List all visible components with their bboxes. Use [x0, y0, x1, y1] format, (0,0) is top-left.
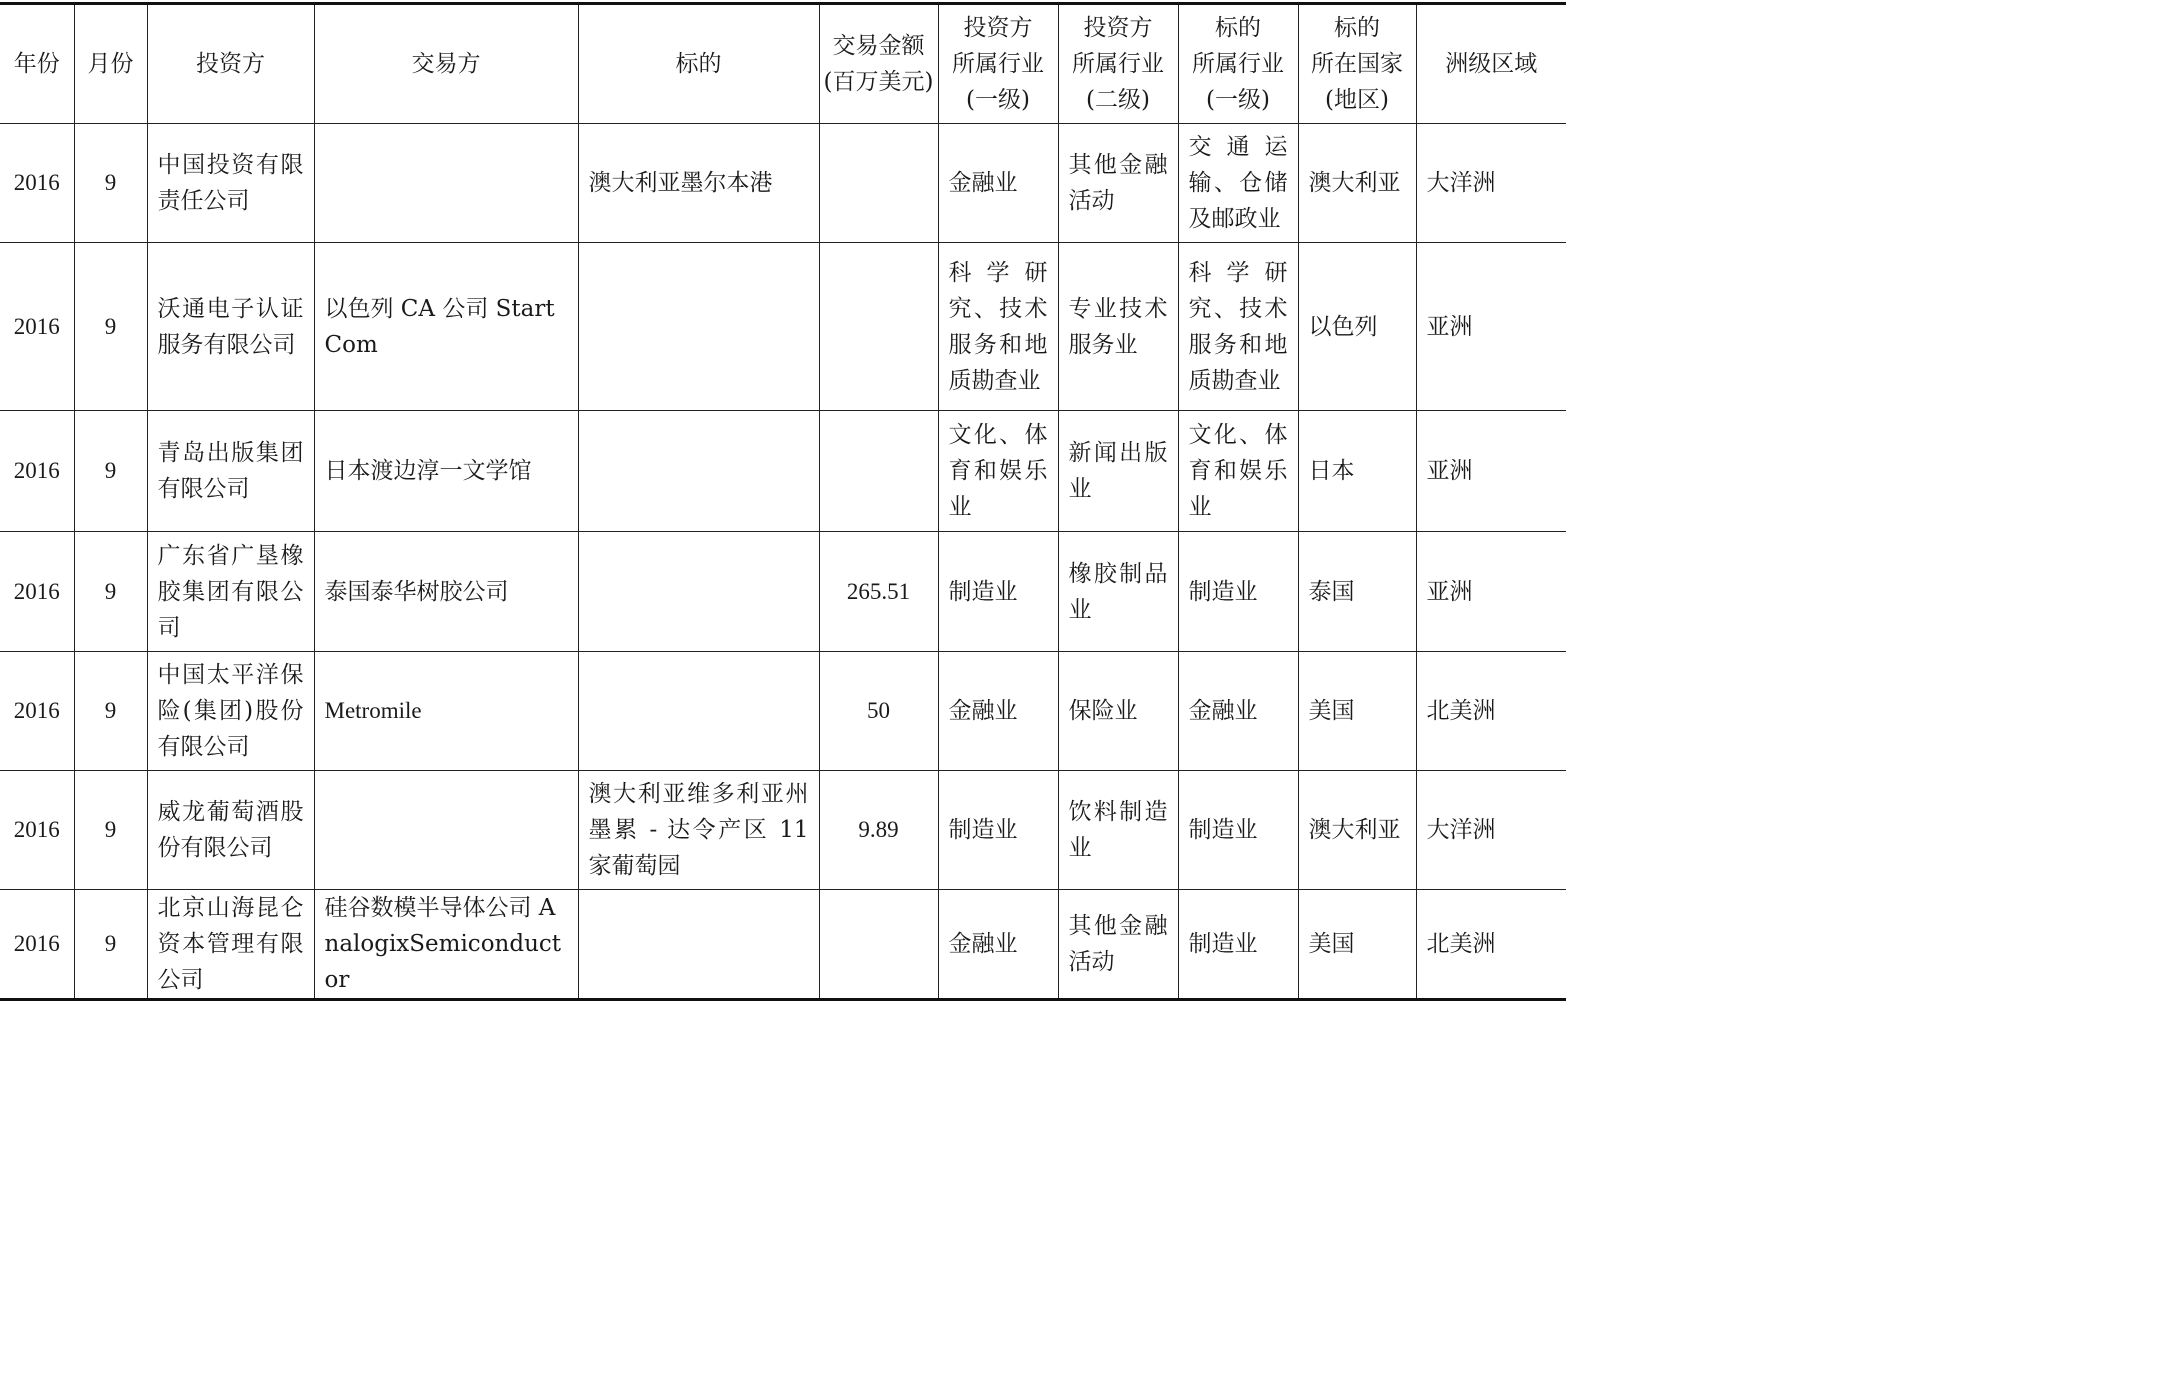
cell-month: 9 [74, 124, 147, 243]
header-target-industry-l1 [1178, 4, 1298, 124]
header-line: (一级) [966, 87, 1030, 113]
cell-amount: 9.89 [819, 771, 938, 890]
cell-investor: 北京山海昆仑资本管理有限公司 [147, 890, 314, 1000]
header-line: (二级) [1086, 87, 1150, 113]
cell-investor-industry-l1: 制造业 [938, 532, 1058, 652]
cell-target-industry-l1: 文化、体育和娱乐业 [1178, 411, 1298, 532]
cell-month: 9 [74, 771, 147, 890]
cell-target-country: 美国 [1298, 652, 1416, 771]
cell-investor-industry-l1: 科学研究、技术服务和地质勘查业 [938, 243, 1058, 411]
cell-region: 亚洲 [1416, 411, 1566, 532]
cell-investor: 青岛出版集团有限公司 [147, 411, 314, 532]
cell-year: 2016 [0, 532, 74, 652]
cell-investor-industry-l1: 金融业 [938, 652, 1058, 771]
header-line: 所属行业 [1072, 51, 1164, 77]
cell-target-industry-l1: 金融业 [1178, 652, 1298, 771]
cell-target [578, 532, 819, 652]
header-amount-line: 交易金额 [832, 33, 925, 59]
cell-region: 亚洲 [1416, 532, 1566, 652]
cell-target-country: 澳大利亚 [1298, 771, 1416, 890]
cell-investor-industry-l2: 专业技术服务业 [1058, 243, 1178, 411]
cell-year: 2016 [0, 652, 74, 771]
cell-investor-industry-l1: 金融业 [938, 890, 1058, 1000]
cell-investor-industry-l1: 制造业 [938, 771, 1058, 890]
header-amount-line: (百万美元) [823, 69, 934, 95]
cell-investor-industry-l2: 其他金融活动 [1058, 124, 1178, 243]
cell-target-country: 美国 [1298, 890, 1416, 1000]
header-line: 投资方 [963, 15, 1033, 41]
table-row [0, 890, 1566, 1000]
cell-region: 大洋洲 [1416, 771, 1566, 890]
cell-region: 北美洲 [1416, 890, 1566, 1000]
header-line: 所属行业 [1192, 51, 1284, 77]
cell-target-industry-l1: 制造业 [1178, 890, 1298, 1000]
cell-amount: 50 [819, 652, 938, 771]
header-month: 月份 [74, 4, 147, 124]
cell-target-industry-l1: 交通运输、仓储及邮政业 [1178, 124, 1298, 243]
header-line: 所在国家 [1311, 51, 1403, 77]
header-line: 所属行业 [952, 51, 1044, 77]
cell-month: 9 [74, 652, 147, 771]
cell-investor-industry-l2: 其他金融活动 [1058, 890, 1178, 1000]
cell-target [578, 652, 819, 771]
cell-investor: 威龙葡萄酒股份有限公司 [147, 771, 314, 890]
cell-month: 9 [74, 532, 147, 652]
cell-target: 澳大利亚墨尔本港 [578, 124, 819, 243]
table-row [0, 411, 1566, 532]
cell-amount [819, 411, 938, 532]
cell-region: 北美洲 [1416, 652, 1566, 771]
cell-investor: 中国太平洋保险(集团)股份有限公司 [147, 652, 314, 771]
header-row [0, 4, 1566, 124]
cell-investor-industry-l1: 金融业 [938, 124, 1058, 243]
header-line: 标的 [1215, 15, 1261, 41]
cell-target-industry-l1: 制造业 [1178, 532, 1298, 652]
header-region: 洲级区域 [1416, 4, 1566, 124]
header-target: 标的 [578, 4, 819, 124]
table-row [0, 771, 1566, 890]
header-target-country [1298, 4, 1416, 124]
cell-investor: 中国投资有限责任公司 [147, 124, 314, 243]
header-investor: 投资方 [147, 4, 314, 124]
header-investor-industry-l2 [1058, 4, 1178, 124]
cell-target-industry-l1: 科学研究、技术服务和地质勘查业 [1178, 243, 1298, 411]
table-row [0, 243, 1566, 411]
cell-target: 澳大利亚维多利亚州墨累 - 达令产区 11 家葡萄园 [578, 771, 819, 890]
cell-counterparty [314, 771, 578, 890]
cell-target-country: 泰国 [1298, 532, 1416, 652]
cell-amount [819, 124, 938, 243]
cell-month: 9 [74, 890, 147, 1000]
cell-target-industry-l1: 制造业 [1178, 771, 1298, 890]
cell-target [578, 243, 819, 411]
cell-region: 大洋洲 [1416, 124, 1566, 243]
header-counterparty: 交易方 [314, 4, 578, 124]
cell-investor-industry-l2: 橡胶制品业 [1058, 532, 1178, 652]
cell-target [578, 890, 819, 1000]
cell-target [578, 411, 819, 532]
header-line: (地区) [1325, 87, 1389, 113]
cell-year: 2016 [0, 411, 74, 532]
header-line: 标的 [1334, 15, 1380, 41]
table-row [0, 124, 1566, 243]
header-amount [819, 4, 938, 124]
header-investor-industry-l1 [938, 4, 1058, 124]
cell-month: 9 [74, 411, 147, 532]
table-row [0, 652, 1566, 771]
cell-year: 2016 [0, 890, 74, 1000]
cell-investor-industry-l2: 保险业 [1058, 652, 1178, 771]
cell-target-country: 日本 [1298, 411, 1416, 532]
cell-counterparty: 泰国泰华树胶公司 [314, 532, 578, 652]
cell-year: 2016 [0, 243, 74, 411]
deal-table [0, 2, 1566, 1001]
cell-year: 2016 [0, 771, 74, 890]
cell-amount: 265.51 [819, 532, 938, 652]
header-line: (一级) [1206, 87, 1270, 113]
table-row [0, 532, 1566, 652]
header-year: 年份 [0, 4, 74, 124]
cell-counterparty: 硅谷数模半导体公司 AnalogixSemiconductor [314, 890, 578, 1000]
header-line: 投资方 [1083, 15, 1153, 41]
cell-year: 2016 [0, 124, 74, 243]
cell-counterparty [314, 124, 578, 243]
cell-region: 亚洲 [1416, 243, 1566, 411]
cell-counterparty: 以色列 CA 公司 StartCom [314, 243, 578, 411]
cell-amount [819, 243, 938, 411]
cell-amount [819, 890, 938, 1000]
cell-counterparty: Metromile [314, 652, 578, 771]
cell-investor-industry-l2: 饮料制造业 [1058, 771, 1178, 890]
cell-target-country: 以色列 [1298, 243, 1416, 411]
cell-investor: 广东省广垦橡胶集团有限公司 [147, 532, 314, 652]
cell-month: 9 [74, 243, 147, 411]
cell-investor-industry-l2: 新闻出版业 [1058, 411, 1178, 532]
cell-target-country: 澳大利亚 [1298, 124, 1416, 243]
cell-investor: 沃通电子认证服务有限公司 [147, 243, 314, 411]
cell-investor-industry-l1: 文化、体育和娱乐业 [938, 411, 1058, 532]
cell-counterparty: 日本渡边淳一文学馆 [314, 411, 578, 532]
